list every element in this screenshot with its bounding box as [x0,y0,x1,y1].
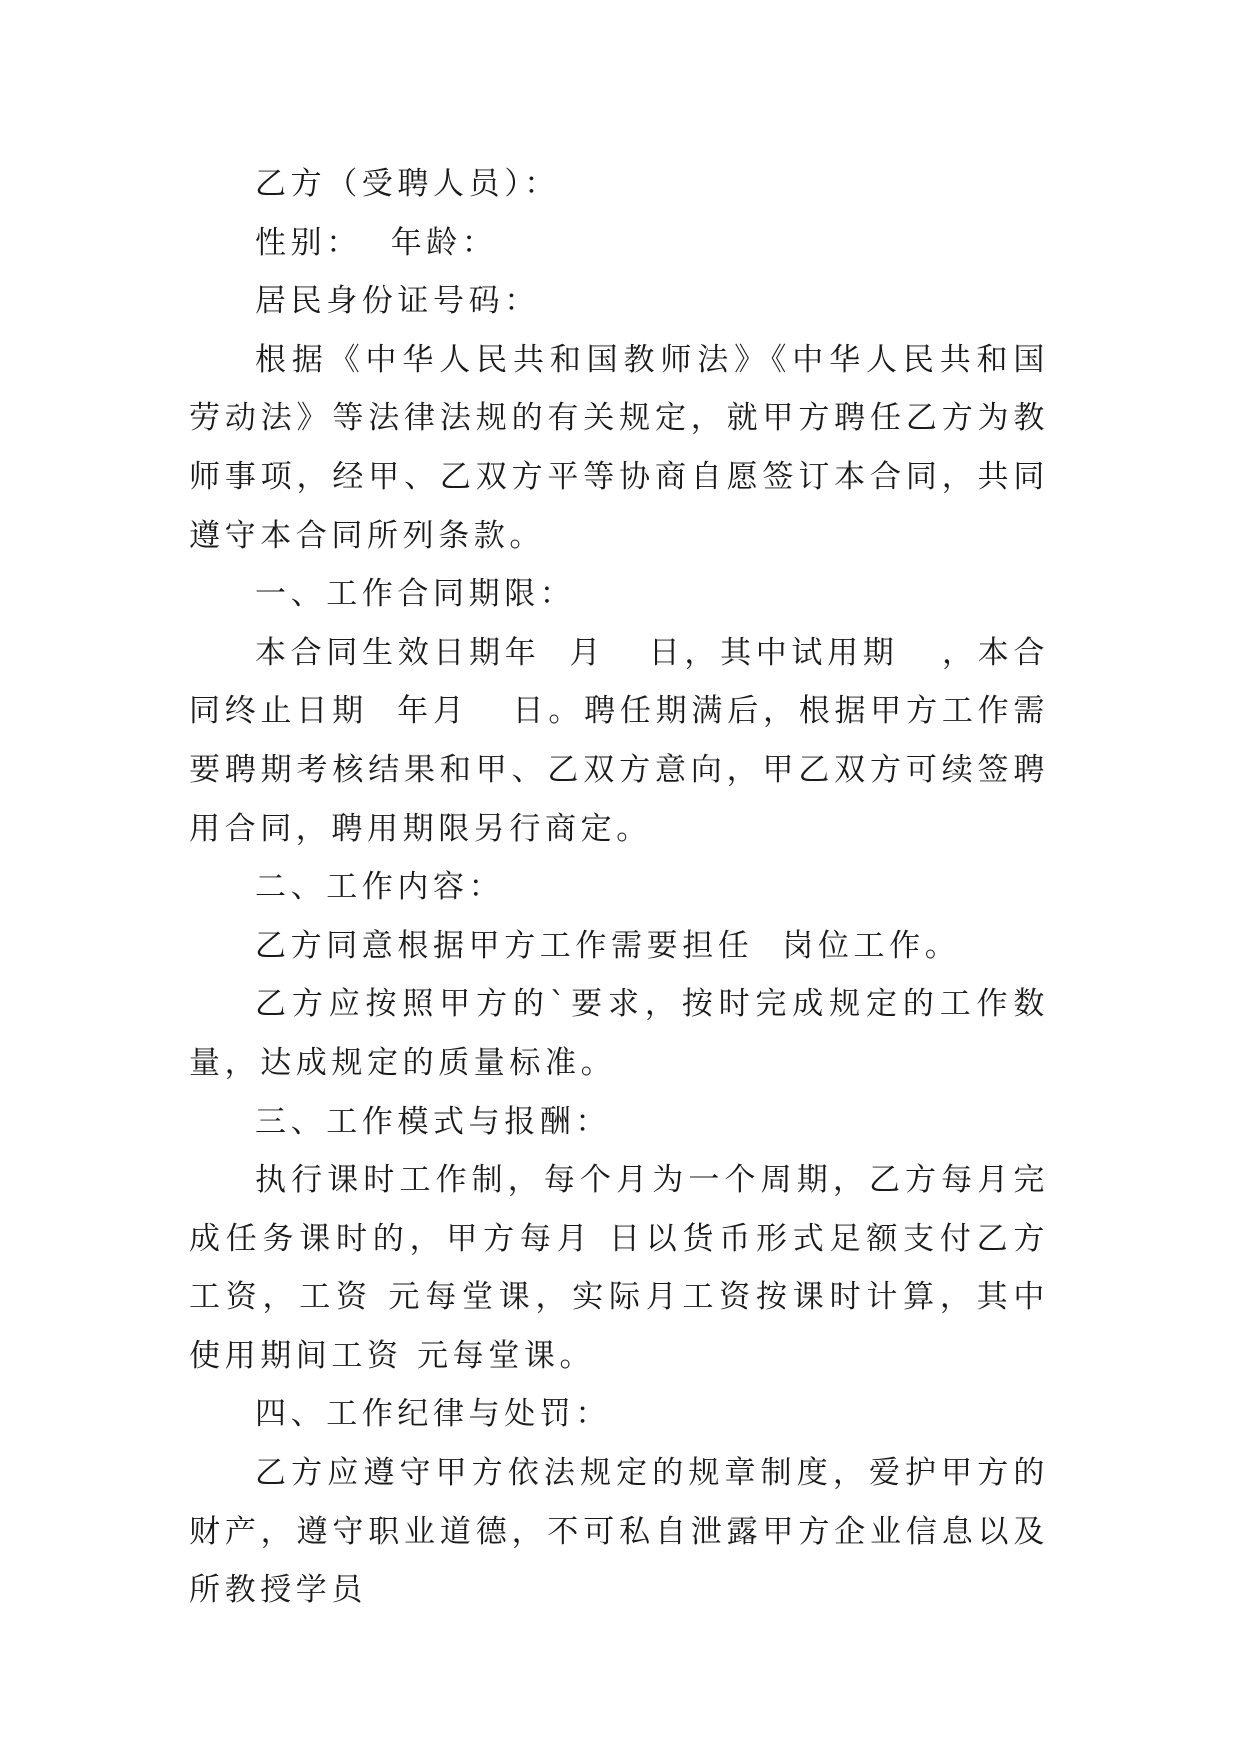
section-heading-pay: 三、工作模式与报酬： [255,1103,611,1140]
discipline-paragraph: 乙方应遵守甲方依法规定的规章制度，爱护甲方的财产，遵守职业道德，不可私自泄露甲方企业信息以及所教授学员 [189,1455,1049,1609]
document-body [189,155,1049,1620]
position-paragraph: 乙方同意根据甲方工作需要担任 岗位工作。 [255,927,961,964]
section-heading-term: 一、工作合同期限： [255,576,576,613]
section-heading-discipline: 四、工作纪律与处罚： [255,1396,611,1433]
preamble-paragraph: 根据《中华人民共和国教师法》《中华人民共和国劳动法》等法律法规的有关规定，就甲方聘任乙方为教师事项，经甲、乙双方平等协商自愿签订本合同，共同遵守本合同所列条款。 [189,341,1049,554]
section-heading-content: 二、工作内容： [255,869,505,906]
pay-paragraph: 执行课时工作制，每个月为一个周期，乙方每月完成任务课时的，甲方每月 日以货币形式足额支付乙方工资，工资 元每堂课，实际月工资按课时计算，其中使用期间工资 元每堂课。 [189,1162,1049,1374]
term-paragraph: 本合同生效日期年 月 日，其中试用期 ，本合同终止日期 年月 日。聘任期满后，根据甲方工作需要聘期考核结果和甲、乙双方意向，甲乙双方可续签聘用合同，聘用期限另行商定。 [189,634,1049,847]
id-number-line: 居民身份证号码： [255,283,540,320]
gender-age-line: 性别： 年龄： [255,224,498,261]
requirements-paragraph: 乙方应按照甲方的`要求，按时完成规定的工作数量，达成规定的质量标准。 [189,986,1049,1081]
party-b-line: 乙方（受聘人员）： [255,166,560,202]
